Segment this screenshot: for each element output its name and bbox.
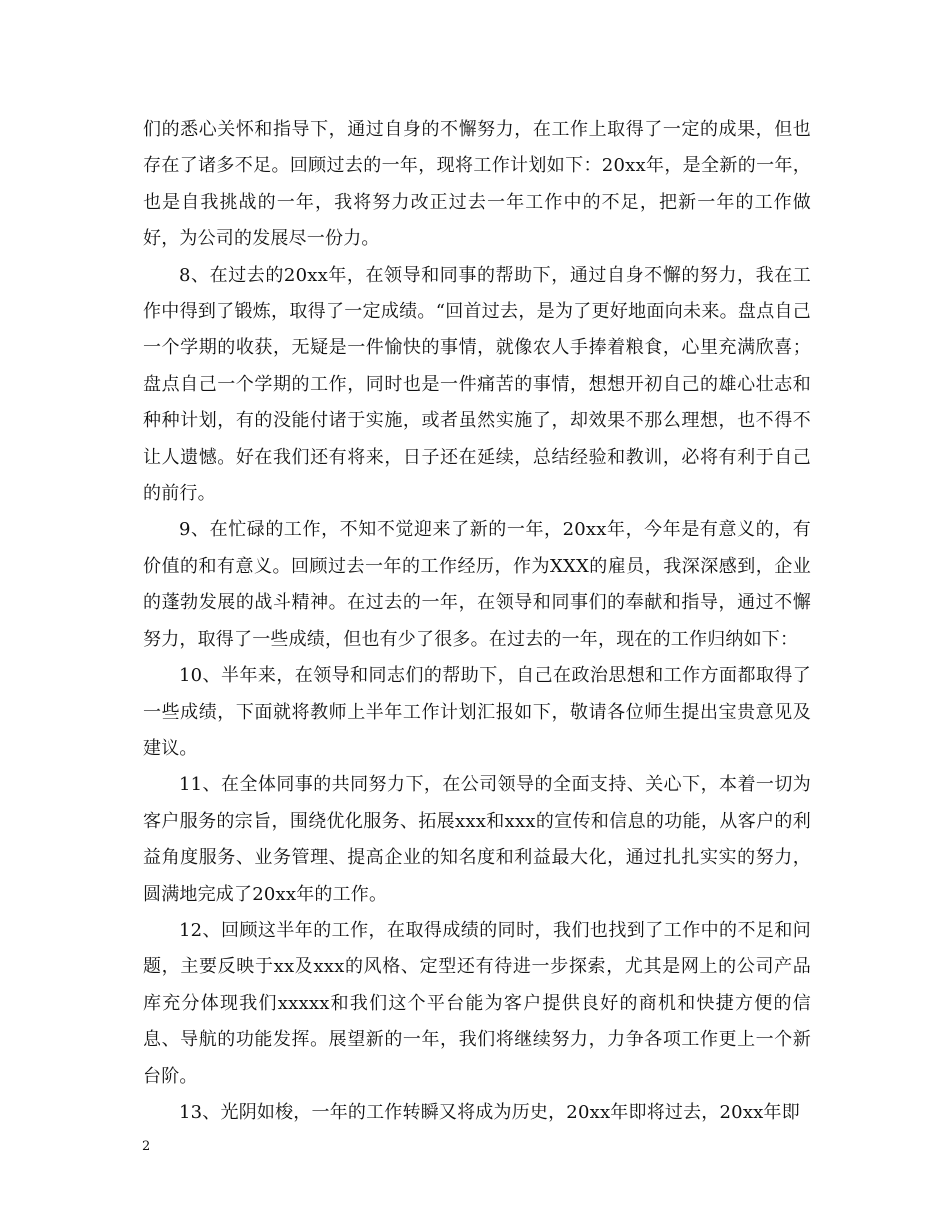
paragraph-item-8: 8、在过去的20xx年，在领导和同事的帮助下，通过自身不懈的努力，我在工作中得到了锻炼，取得了一定成绩。“回首过去，是为了更好地面向未来。盘点自己一个学期的收获，无疑是一件愉快的事情，就像农人手捧着粮食，心里充满欣喜；盘点自己一个学期的工作，同时也是一件痛苦的事情，想想开初自己的雄心壮志和种种计划，有的没能付诸于实施，或者虽然实施了，却效果不那么理想，也不得不让人遗憾。好在我们还有将来，日子还在延续，总结经验和教训，必将有利于自己的前行。	[143, 264, 811, 505]
paragraph-item-9: 9、在忙碌的工作，不知不觉迎来了新的一年，20xx年，今年是有意义的，有价值的和有意义。回顾过去一年的工作经历，作为XXX的雇员，我深深感到，企业的蓬勃发展的战斗精神。在过去的一年，在领导和同事们的奉献和指导，通过不懈努力，取得了一些成绩，但也有少了很多。在过去的一年，现在的工作归纳如下：	[143, 519, 811, 650]
paragraph-item-12: 12、回顾这半年的工作，在取得成绩的同时，我们也找到了工作中的不足和问题，主要反映于xx及xxx的风格、定型还有待进一步探索，尤其是网上的公司产品库充分体现我们xxxxx和我们这个平台能为客户提供良好的商机和快捷方便的信息、导航的功能发挥。展望新的一年，我们将继续努力，力争各项工作更上一个新台阶。	[143, 919, 811, 1087]
paragraph-continued: 们的悉心关怀和指导下，通过自身的不懈努力，在工作上取得了一定的成果，但也存在了诸多不足。回顾过去的一年，现将工作计划如下：20xx年，是全新的一年，也是自我挑战的一年，我将努力改正过去一年工作中的不足，把新一年的工作做好，为公司的发展尽一份力。	[143, 119, 811, 250]
paragraph-item-13: 13、光阴如梭，一年的工作转瞬又将成为历史，20xx年即将过去，20xx年即	[179, 1101, 800, 1123]
paragraph-item-10: 10、半年来，在领导和同志们的帮助下，自己在政治思想和工作方面都取得了一些成绩，下面就将教师上半年工作计划汇报如下，敬请各位师生提出宝贵意见及建议。	[143, 665, 811, 759]
document-body	[143, 112, 811, 1131]
page-number: 2	[142, 1139, 151, 1154]
paragraph-item-11: 11、在全体同事的共同努力下，在公司领导的全面支持、关心下，本着一切为客户服务的宗旨，围绕优化服务、拓展xxx和xxx的宣传和信息的功能，从客户的利益角度服务、业务管理、提高企业的知名度和利益最大化，通过扎扎实实的努力，圆满地完成了20xx年的工作。	[143, 774, 811, 905]
